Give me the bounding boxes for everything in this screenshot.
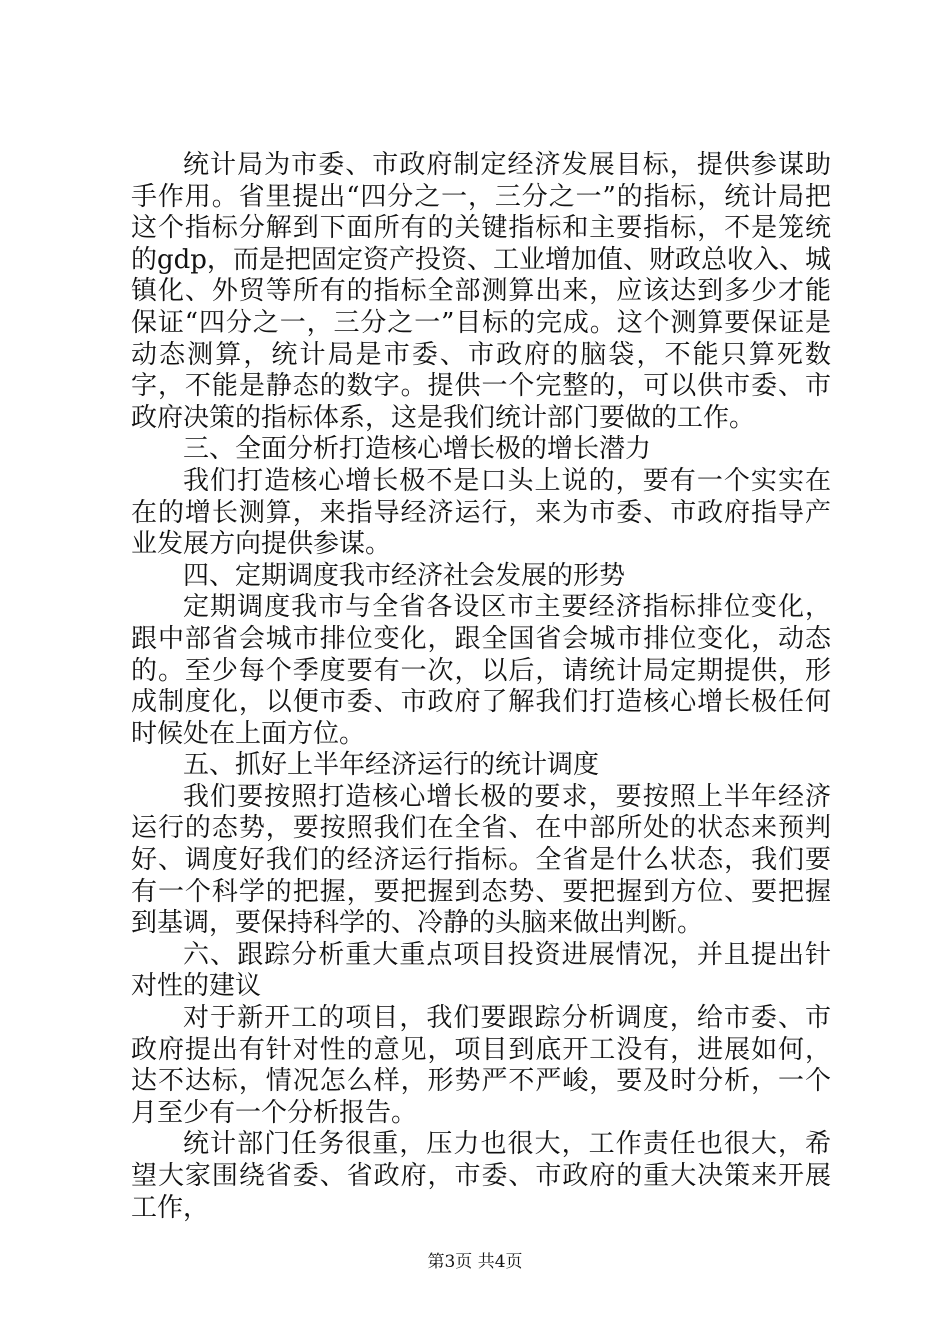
paragraph-planning-targets: 统计局为市委、市政府制定经济发展目标，提供参谋助手作用。省里提出“四分之一，三分之一”的指标，统计局把这个指标分解到下面所有的关键指标和主要指标，不是笼统的gdp，而是把固定资产投资、工业增加值、财政总收入、城镇化、外贸等所有的指标全部测算出来，应该达到多少才能保证“四分之一，三分之一”目标的完成。这个测算要保证是动态测算，统计局是市委、市政府的脑袋，不能只算死数字，不能是静态的数字。提供一个完整的，可以供市委、市政府决策的指标体系，这是我们统计部门要做的工作。 [131,150,831,433]
paragraph-section-5: 我们要按照打造核心增长极的要求，要按照上半年经济运行的态势，要按照我们在全省、在中部所处的状态来预判好、调度好我们的经济运行指标。全省是什么状态，我们要有一个科学的把握，要把握到态势、要把握到方位、要把握到基调，要保持科学的、冷静的头脑来做出判断。 [131,781,831,939]
paragraph-section-3: 我们打造核心增长极不是口头上说的，要有一个实实在在的增长测算，来指导经济运行，来为市委、市政府指导产业发展方向提供参谋。 [131,465,831,560]
heading-section-5: 五、抓好上半年经济运行的统计调度 [183,750,600,781]
paragraph-section-4: 定期调度我市与全省各设区市主要经济指标排位变化，跟中部省会城市排位变化，跟全国省会城市排位变化，动态的。至少每个季度要有一次，以后，请统计局定期提供，形成制度化，以便市委、市政府了解我们打造核心增长极任何时候处在上面方位。 [131,592,831,749]
page-number-footer: 第3页 共4页 [427,1252,523,1272]
heading-section-4: 四、定期调度我市经济社会发展的形势 [183,560,626,591]
paragraph-section-6: 对于新开工的项目，我们要跟踪分析调度，给市委、市政府提出有针对性的意见，项目到底开工没有，进展如何，达不达标，情况怎么样，形势严不严峻，要及时分析，一个月至少有一个分析报告。 [131,1003,831,1128]
document-body [131,150,831,1224]
paragraph-closing: 统计部门任务很重，压力也很大，工作责任也很大，希望大家围绕省委、省政府，市委、市政府的重大决策来开展工作， [131,1129,831,1223]
heading-section-3: 三、全面分析打造核心增长极的增长潜力 [183,434,652,465]
heading-section-6: 六、跟踪分析重大重点项目投资进展情况，并且提出针对性的建议 [131,939,831,1002]
